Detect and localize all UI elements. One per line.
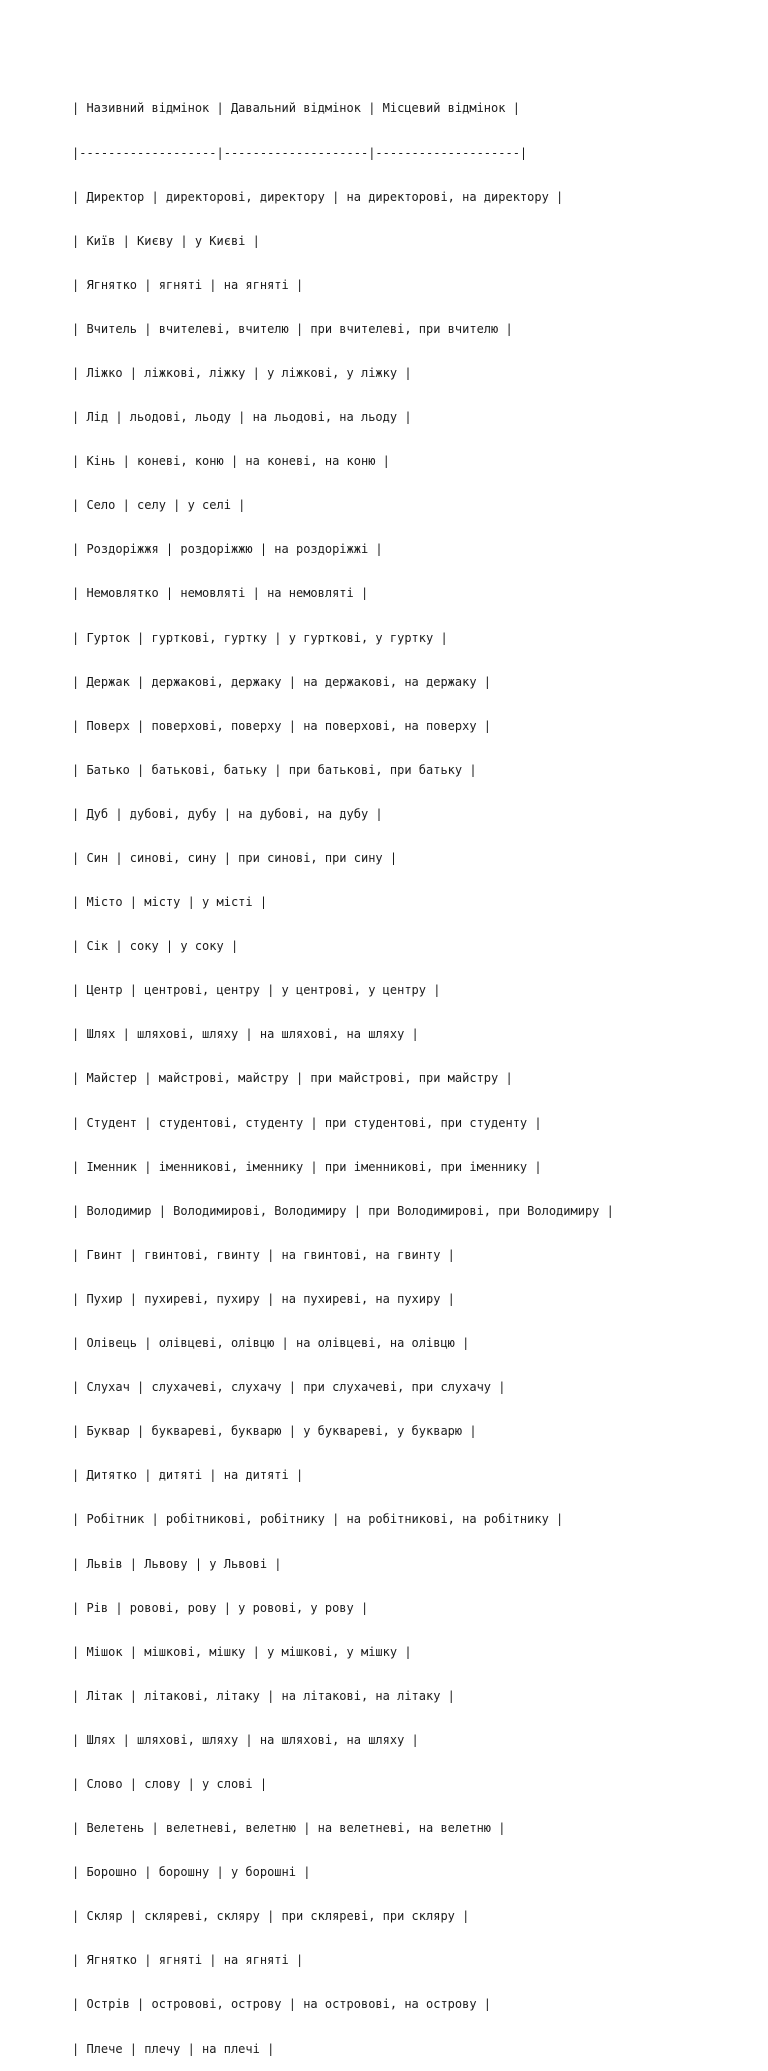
table-row: | Батько | батькові, батьку | при батькові, при батьку | (72, 762, 477, 777)
table-row: | Село | селу | у селі | (72, 498, 246, 513)
table-row: | Центр | центрові, центру | у центрові, у центру | (72, 983, 441, 998)
table-row: | Ягнятко | ягняті | на ягняті | (72, 277, 304, 292)
table-row: | Олівець | олівцеві, олівцю | на олівцеві, на олівцю | (72, 1336, 470, 1351)
table-row: | Студент | студентові, студенту | при студентові, при студенту | (72, 1115, 542, 1130)
table-row: | Велетень | велетневі, велетню | на велетневі, на велетню | (72, 1821, 506, 1836)
table-row: | Літак | літакові, літаку | на літакові, на літаку | (72, 1688, 455, 1703)
table-row: | Рів | ровові, рову | у ровові, у рову | (72, 1600, 369, 1615)
table-row: | Борошно | борошну | у борошні | (72, 1865, 311, 1880)
table-row: | Буквар | буквареві, букварю | у букварeві, у букварю | (72, 1424, 477, 1439)
table-row: | Іменник | іменникові, іменнику | при іменникові, при іменнику | (72, 1159, 542, 1174)
table-row: | Місто | місту | у місті | (72, 895, 268, 910)
table-separator-line: |-------------------|--------------------|--------------------| (72, 145, 528, 160)
table-row: | Лід | льодові, льоду | на льодові, на льоду | (72, 410, 412, 425)
table-row: | Шлях | шляхові, шляху | на шляхові, на шляху | (72, 1732, 419, 1747)
table-row: | Вчитель | вчителеві, вчителю | при вчителеві, при вчителю | (72, 321, 513, 336)
table-row: | Держак | держакові, держаку | на держакові, на держаку | (72, 674, 492, 689)
table-row: | Мішок | мішкові, мішку | у мішкові, у мішку | (72, 1644, 412, 1659)
table-row: | Дитятко | дитяті | на дитяті | (72, 1468, 304, 1483)
table-row: | Львів | Львову | у Львові | (72, 1556, 282, 1571)
table-row: | Слухач | слухачеві, слухачу | при слухачеві, при слухачу | (72, 1380, 506, 1395)
table-row: | Пухир | пухиреві, пухиру | на пухиреві, на пухиру | (72, 1291, 455, 1306)
table-row: | Поверх | поверхові, поверху | на поверхові, на поверху | (72, 718, 492, 733)
table-row: | Скляр | скляреві, скляру | при скляреві, при скляру | (72, 1909, 470, 1924)
document-body (72, 72, 614, 2071)
table-row: | Київ | Києву | у Києві | (72, 233, 260, 248)
table-row: | Директор | директорові, директору | на директорові, на директору | (72, 189, 564, 204)
table-row: | Гвинт | гвинтові, гвинту | на гвинтові, на гвинту | (72, 1247, 455, 1262)
table-row: | Шлях | шляхові, шляху | на шляхові, на шляху | (72, 1027, 419, 1042)
table-row: | Дуб | дубові, дубу | на дубові, на дубу | (72, 806, 383, 821)
table-row: | Кінь | коневі, коню | на коневі, на коню | (72, 454, 390, 469)
table-row: | Гурток | гуртковi, гуртку | у гурткові, у гуртку | (72, 630, 448, 645)
table-row: | Робітник | робітникові, робітнику | на робітникові, на робітнику | (72, 1512, 564, 1527)
table-row: | Роздоріжжя | роздоріжжю | на роздоріжжі | (72, 542, 383, 557)
table-row: | Немовлятко | немовляті | на немовляті | (72, 586, 369, 601)
table-header-line: | Називний відмінок | Давальний відмінок | Місцевий відмінок | (72, 101, 520, 116)
table-row: | Ліжко | ліжкові, ліжку | у ліжкові, у ліжку | (72, 365, 412, 380)
table-row: | Ягнятко | ягняті | на ягняті | (72, 1953, 304, 1968)
table-row: | Син | синові, сину | при синові, при сину | (72, 851, 398, 865)
table-row: | Володимир | Володимирові, Володимиру | при Володимирові, при Володимиру | (72, 1203, 614, 1218)
table-row: | Сік | соку | у соку | (72, 939, 239, 954)
table-row: | Острів | островові, острову | на островові, на острову | (72, 1997, 492, 2012)
table-row: | Майстер | майстрові, майстру | при майстрові, при майстру | (72, 1071, 513, 1086)
table-row: | Слово | слову | у слові | (72, 1776, 268, 1791)
table-row: | Плече | плечу | на плечі | (72, 2041, 275, 2056)
